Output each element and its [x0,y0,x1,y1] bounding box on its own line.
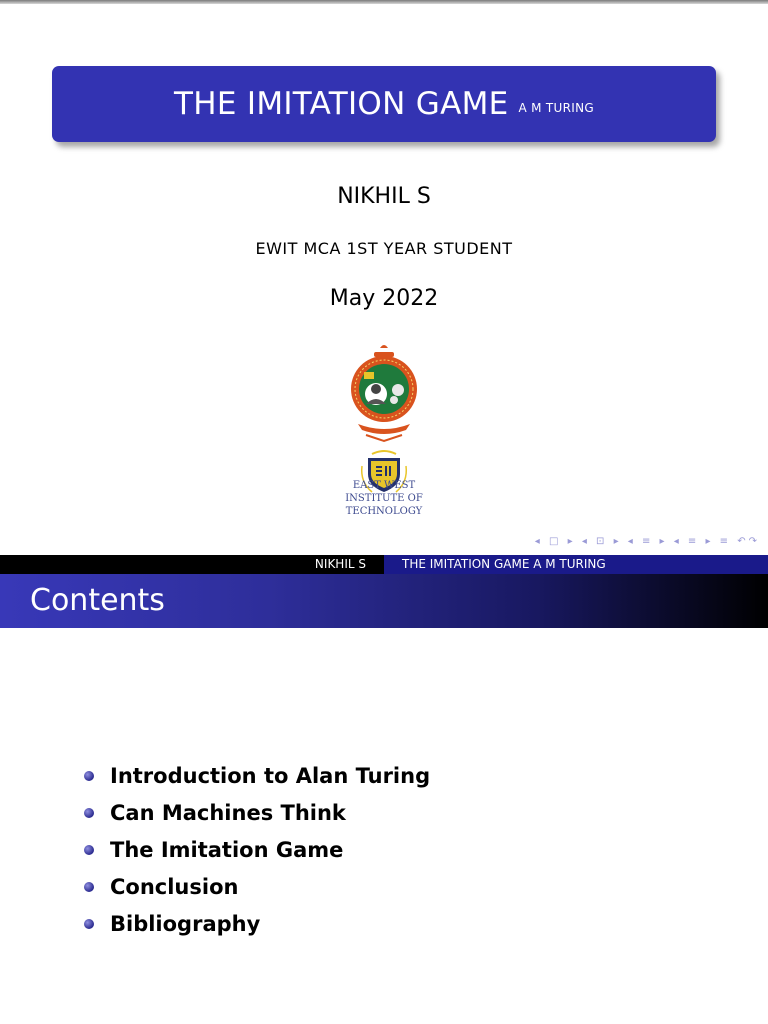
headline-title: THE IMITATION GAME A M TURING [402,557,606,571]
logo-text-line3: TECHNOLOGY [345,506,423,517]
presentation-title: THE IMITATION GAME [173,86,509,122]
title-slide [0,4,768,555]
toc-item-label: Can Machines Think [110,801,346,825]
bullet-icon [84,845,94,855]
toc-item-label: Introduction to Alan Turing [110,764,431,788]
author-institute: EWIT MCA 1ST YEAR STUDENT [255,239,513,258]
logo-text-line2: INSTITUTE OF [345,493,423,504]
bullet-icon [84,808,94,818]
slide-headline-bar [0,555,768,574]
beamer-navigation-icon[interactable]: ◂ □ ▸ ◂ ⊡ ▸ ◂ ≡ ▸ ◂ ≡ ▸ ≡ ↶↷ [534,536,760,547]
presentation-date: May 2022 [329,286,439,311]
toc-item-label: Bibliography [110,912,261,936]
frame-title-bar [0,574,768,628]
toc-item-label: The Imitation Game [110,838,344,862]
headline-author-box [0,555,384,574]
bullet-icon [84,771,94,781]
toc-item-label: Conclusion [110,875,239,899]
bullet-icon [84,919,94,929]
bullet-icon [84,882,94,892]
frame-title: Contents [30,583,165,618]
title-banner [52,66,716,142]
headline-title-box [384,555,768,574]
headline-author: NIKHIL S [314,557,366,571]
presentation-subtitle: A M TURING [518,101,594,115]
logo-text-line1: EAST WEST [352,480,416,491]
author-name: NIKHIL S [337,184,431,209]
